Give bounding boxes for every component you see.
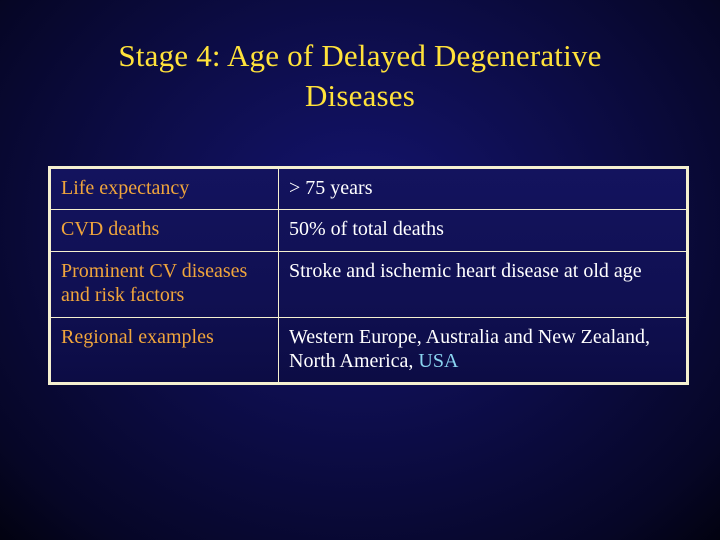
title-line-2: Diseases [304, 78, 416, 114]
regional-examples-text: Western Europe, Australia and New Zealand, North America, [289, 325, 651, 372]
page-title [48, 36, 672, 117]
content-table-container [48, 166, 689, 385]
table-row [51, 210, 687, 251]
table-row [51, 317, 687, 383]
content-table [50, 168, 687, 383]
regional-examples-highlight: USA [418, 349, 459, 372]
row-label-prominent-cv-diseases: Prominent CV diseases and risk factors [51, 251, 279, 317]
row-value-cvd-deaths: 50% of total deaths [279, 210, 687, 251]
row-value-life-expectancy: > 75 years [279, 169, 687, 210]
row-label-regional-examples: Regional examples [51, 317, 279, 383]
table-row [51, 251, 687, 317]
title-line-1: Stage 4: Age of Delayed Degenerative [118, 38, 602, 73]
row-value-prominent-cv-diseases: Stroke and ischemic heart disease at old age [279, 251, 687, 317]
row-label-life-expectancy: Life expectancy [51, 169, 279, 210]
row-label-cvd-deaths: CVD deaths [51, 210, 279, 251]
table-row [51, 169, 687, 210]
row-value-regional-examples [279, 317, 687, 383]
